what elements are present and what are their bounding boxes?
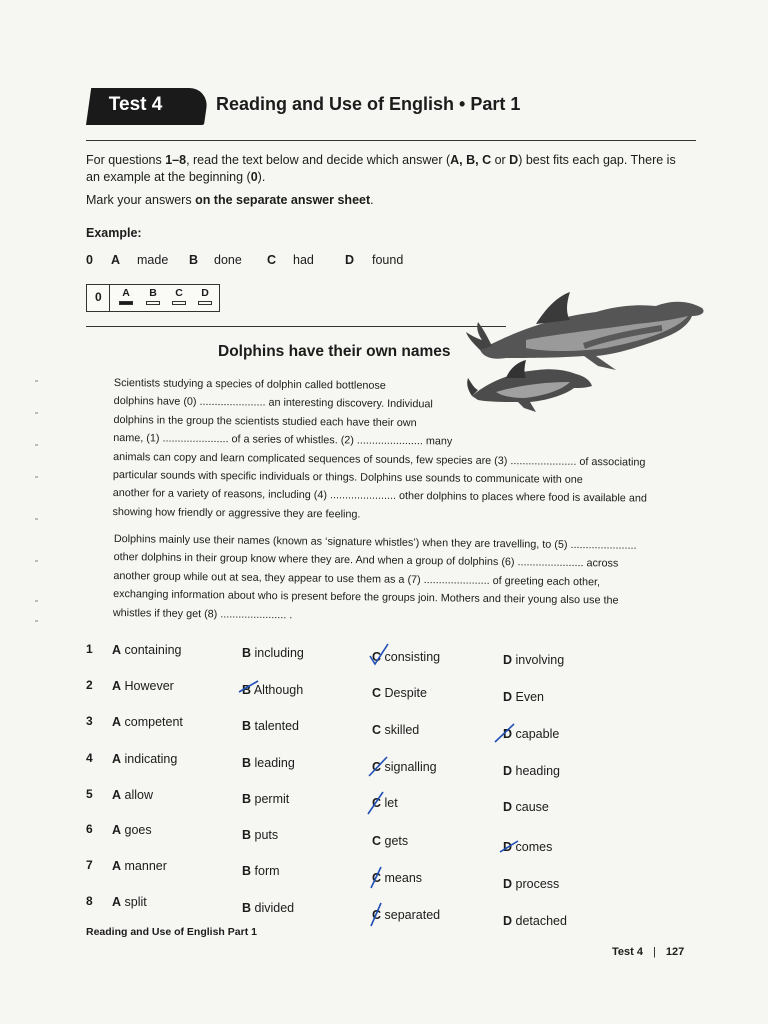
paragraph-line: Scientists studying a species of dolphin called bottlenose <box>113 376 386 392</box>
q3-option-b[interactable]: B talented <box>242 719 299 733</box>
example-number: 0 <box>86 253 93 267</box>
q5-option-a[interactable]: A allow <box>112 788 154 802</box>
question-number: 4 <box>86 751 93 765</box>
q6-option-d[interactable]: D comes <box>503 840 553 854</box>
paragraph-line: dolphins have (0) ...................... an interesting discovery. Individual <box>113 395 433 411</box>
question-number: 6 <box>86 822 93 836</box>
answer-option-d: D <box>197 287 213 305</box>
paragraph-line: another group while out at sea, they appear to use them as a (7) ...................... of greeting each other, <box>113 569 601 589</box>
q6-option-b[interactable]: B puts <box>242 828 279 842</box>
article-paragraph-2 <box>113 530 637 629</box>
q2-option-a[interactable]: A However <box>112 679 174 693</box>
q7-option-c[interactable]: C means <box>372 871 423 885</box>
pen-tick-q4 <box>367 754 389 780</box>
example-word-d: found <box>372 253 404 267</box>
instructions-line-1: For questions 1–8, read the text below and decide which answer (A, B, C or D) best fits each gap. There is <box>86 153 676 167</box>
q8-option-b[interactable]: B divided <box>242 901 295 915</box>
example-letter-b: B <box>189 253 199 267</box>
paragraph-line: animals can copy and learn complicated sequences of sounds, few species are (3) ...................... of associating <box>113 450 646 469</box>
question-number: 3 <box>86 714 93 728</box>
answer-mark-filled <box>119 301 133 305</box>
test-label: Test 4 <box>108 94 163 115</box>
paragraph-line: Dolphins mainly use their names (known as ‘signature whistles’) when they are travelling, to (5) ...................... <box>113 532 637 552</box>
pen-tick-q1 <box>368 642 390 668</box>
pen-tick-q7 <box>368 864 384 890</box>
test-number-tab <box>86 88 209 125</box>
answer-box-number: 0 <box>95 290 102 304</box>
footer-test-label: Test 4 <box>612 946 643 958</box>
q4-option-c[interactable]: C signalling <box>372 760 437 774</box>
pen-tick-q8 <box>368 900 384 928</box>
example-word-a: made <box>137 253 169 267</box>
footer-page-info: Test 4 | 127 <box>612 946 685 958</box>
answer-option-c: C <box>171 287 187 305</box>
question-number: 2 <box>86 678 93 692</box>
example-word-c: had <box>293 253 314 267</box>
q2-option-b[interactable]: B Although <box>242 683 304 697</box>
q8-option-c[interactable]: C separated <box>372 908 441 922</box>
page-number: 127 <box>665 946 685 958</box>
pen-tick-q6 <box>498 836 520 856</box>
paragraph-line: name, (1) ...................... of a series of whistles. (2) ...................... many <box>113 432 453 448</box>
q1-option-a[interactable]: A containing <box>112 643 182 657</box>
example-letter-d: D <box>345 253 355 267</box>
q7-option-d[interactable]: D process <box>503 877 560 891</box>
q4-option-b[interactable]: B leading <box>242 756 295 770</box>
question-number: 8 <box>86 894 93 908</box>
q4-option-a[interactable]: A indicating <box>112 752 178 766</box>
q1-option-d[interactable]: D involving <box>503 653 565 667</box>
paragraph-line: exchanging information about who is present before the groups join. Mothers and their young also use the <box>113 588 619 607</box>
q3-option-a[interactable]: A competent <box>112 715 183 729</box>
paragraph-line: another for a variety of reasons, including (4) ...................... other dolphins to places where food is available and <box>112 487 647 506</box>
paragraph-line: whistles if they get (8) ...................... . <box>112 606 293 621</box>
q5-option-d[interactable]: D cause <box>503 800 549 814</box>
q1-option-b[interactable]: B including <box>242 646 304 660</box>
example-label: Example: <box>86 226 142 240</box>
q7-option-b[interactable]: B form <box>242 864 280 878</box>
q3-option-d[interactable]: D capable <box>503 727 560 741</box>
example-letter-c: C <box>267 253 277 267</box>
pen-tick-q5 <box>366 790 386 816</box>
question-number: 1 <box>86 642 93 656</box>
q5-option-b[interactable]: B permit <box>242 792 290 806</box>
paragraph-line: showing how friendly or aggressive they are feeling. <box>112 505 361 521</box>
header-rule <box>86 140 696 141</box>
example-answer-box <box>86 284 220 312</box>
answer-option-b: B <box>145 287 161 305</box>
answer-option-a: A <box>118 287 134 305</box>
q7-option-a[interactable]: A manner <box>112 859 167 873</box>
article-title: Dolphins have their own names <box>218 343 451 360</box>
q3-option-c[interactable]: C skilled <box>372 723 420 737</box>
pen-tick-q3 <box>494 722 516 746</box>
q1-option-c[interactable]: C consisting <box>372 650 441 664</box>
q6-option-c[interactable]: C gets <box>372 834 409 848</box>
dolphin-large <box>466 292 704 370</box>
q2-option-c[interactable]: C Despite <box>372 686 427 700</box>
q2-option-d[interactable]: D Even <box>503 690 545 704</box>
mark-answers-instruction: Mark your answers on the separate answer sheet. <box>86 193 374 207</box>
paragraph-line: dolphins in the group the scientists studied each have their own <box>113 413 417 429</box>
q6-option-a[interactable]: A goes <box>112 823 152 837</box>
article-paragraph-1 <box>112 374 648 527</box>
q4-option-d[interactable]: D heading <box>503 764 561 778</box>
example-letter-a: A <box>111 253 121 267</box>
question-number: 5 <box>86 787 93 801</box>
instructions-line-2: an example at the beginning (0). <box>86 170 266 184</box>
paragraph-line: other dolphins in their group know where they are. And when a group of dolphins (6) ...................... across <box>113 551 619 571</box>
q8-option-d[interactable]: D detached <box>503 914 567 928</box>
question-number: 7 <box>86 858 93 872</box>
paragraph-line: particular sounds with specific individuals or things. Dolphins use sounds to communicate with one <box>112 469 583 486</box>
section-title: Reading and Use of English • Part 1 <box>216 94 521 114</box>
footer-section-label: Reading and Use of English Part 1 <box>86 926 257 938</box>
article-rule <box>86 326 506 327</box>
q5-option-c[interactable]: C let <box>372 796 398 810</box>
q8-option-a[interactable]: A split <box>112 895 147 909</box>
example-word-b: done <box>214 253 242 267</box>
pen-tick-q2 <box>238 678 260 698</box>
